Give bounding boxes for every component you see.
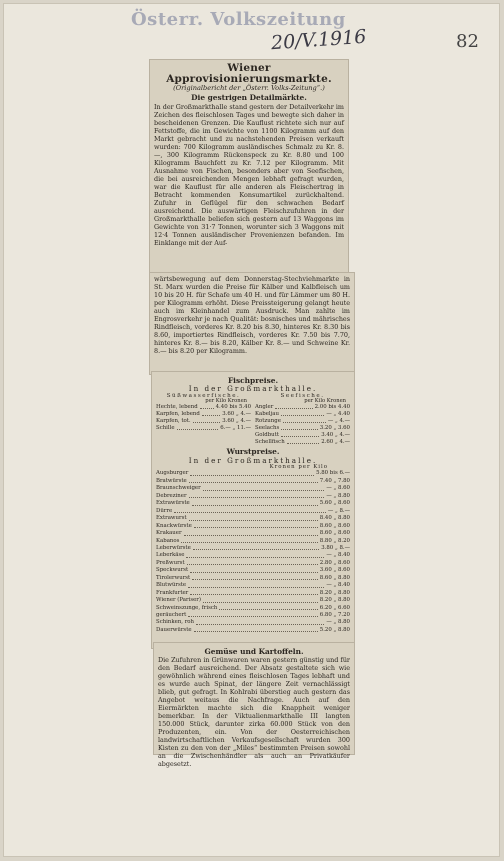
sausage-row	[156, 619, 350, 626]
freshwater-fish-row-price: 4.40 bis 5.40	[215, 404, 251, 411]
article-headline: Wiener Approvisionierungsmarkte.	[166, 62, 332, 85]
sausage-row-name: Extrawürste	[156, 500, 190, 507]
leader-dots	[192, 500, 318, 505]
sea-fish-row-price: 3.40 „ 4.—	[321, 432, 350, 439]
sea-fish-row-price: — „ 4.40	[326, 411, 350, 418]
sausage-row-name: geräuchert	[156, 612, 187, 619]
sausage-row-price: 8.40 „ 8.80	[319, 515, 350, 522]
archive-sheet	[3, 3, 500, 857]
sea-fish-row-name: Schellfisch	[255, 439, 285, 446]
sausage-row-price: 8.60 „ 8.80	[319, 574, 350, 581]
leader-dots	[275, 404, 312, 409]
sausage-row	[156, 478, 350, 485]
leader-dots	[281, 411, 324, 416]
freshwater-unit: per Kilo Kronen	[205, 398, 247, 405]
article-subhead: Die gestrigen Detailmärkte.	[191, 92, 307, 102]
leader-dots	[188, 612, 317, 617]
sausage-row-price: 8.60 „ 8.60	[319, 522, 350, 529]
sausage-row-price: 8.80 „ 8.20	[319, 537, 350, 544]
leader-dots	[202, 411, 220, 416]
freshwater-fish-row-price: 3.60 „ 4.—	[222, 411, 251, 418]
leader-dots	[189, 515, 318, 520]
sea-fish-row-name: Rotzunge	[255, 418, 281, 425]
sausage-row-name: Preßwurst	[156, 559, 185, 566]
leader-dots	[200, 404, 214, 409]
sausage-row	[156, 552, 350, 559]
sausage-row	[156, 515, 350, 522]
sausage-row	[156, 612, 350, 619]
seafish-unit: per Kilo Kronen	[304, 398, 346, 405]
article-paragraph-2: wärtsbewegung auf dem Donnerstag-Stechviehmarkte in St. Marx wurden die Preise für Kälber und Kalbfleisch um 10 bis 20 H. für Schafe um 40 H. und für Lämmer um 80 H. per Kilogramm erhöht. Diese Preissteigerung gelangt heute auch im Kleinhandel zum Ausdruck. Man zahlte im Engrosverkehr je nach Qualität: bosnisches und mährisches Rindfleisch, vorderes Kr. 8.20 bis 8.30, hinteres Kr. 8.30 bis 8.60, importiertes Rindfleisch, vorderes Kr. 7.50 bis 7.70, hinteres Kr. 8.— bis 8.20, Kälber Kr. 8.— und Schweine Kr. 8.— bis 8.20 per Kilogramm.	[154, 275, 350, 355]
sausage-row	[156, 605, 350, 612]
leader-dots	[190, 590, 318, 595]
sea-fish-row-name: Kabeljau	[255, 411, 279, 418]
leader-dots	[192, 575, 318, 580]
sausage-row	[156, 597, 350, 604]
vegetables-title: Gemüse und Kartoffeln.	[204, 647, 304, 656]
sea-fish-row	[255, 411, 350, 418]
sausage-row-price: — „ 8.—	[327, 507, 350, 514]
article-byline: (Originalbericht der „Österr. Volks-Zeitung“.)	[173, 84, 325, 92]
sausage-row-name: Kabanos	[156, 537, 180, 544]
fish-hall-title: In der Großmarkthalle.	[188, 384, 318, 394]
sausage-row-price: — „ 8.60	[326, 485, 350, 492]
freshwater-fish-row-name: Karpfen, tot.	[156, 418, 191, 425]
leader-dots	[193, 545, 319, 550]
sausage-price-table	[156, 470, 350, 634]
sausage-row-name: Augsburger	[156, 470, 189, 477]
sausage-row-price: 8.60 „ 8.60	[319, 530, 350, 537]
sausage-row-price: 2.80 „ 8.60	[319, 559, 350, 566]
sausage-prices-title: Wurstpreise.	[226, 447, 280, 457]
sausage-row	[156, 493, 350, 500]
sausage-row-name: Frankfurter	[156, 589, 189, 596]
leader-dots	[188, 582, 324, 587]
clipping-price-tables	[151, 371, 355, 649]
newspaper-stamp: Österr. Volkszeitung	[131, 9, 346, 30]
sausage-row	[156, 485, 350, 492]
fish-prices-title: Fischpreise.	[227, 376, 279, 385]
freshwater-fish-row	[156, 404, 251, 411]
leader-dots	[186, 552, 324, 557]
sausage-row-name: Wiener (Pariser)	[156, 597, 201, 604]
sea-fish-row-price: 2.00 bis 4.40	[314, 404, 350, 411]
leader-dots	[283, 418, 326, 423]
sausage-row-price: 8.20 „ 8.80	[319, 589, 350, 596]
sausage-row-price: 6.80 „ 7.20	[319, 612, 350, 619]
sausage-row	[156, 567, 350, 574]
freshwater-fish-column	[156, 394, 251, 447]
article-paragraph-1: In der Großmarkthalle stand gestern der Detailverkehr im Zeichen des fleischlosen Tages und bewegte sich daher in bescheidenen Grenzen. Die Kauflust richtete sich nur auf Fettstoffe, die im Gewichte von 1100 Kilogramm auf den Markt gebracht und zu nachstehenden Preisen verkauft wurden: 700 Kilogramm ausländisches Schmalz zu Kr. 8.—, 300 Kilogramm Rückenspeck zu Kr. 8.80 und 100 Kilogramm Bauchfett zu Kr. 7.12 per Kilogramm. Mit Ausnahme von Fischen, besonders aber von Seefischen, die bei ausreichenden Mengen lebhaft gefragt wurden, war die Kauflust für alle anderen als Fleischertrag in Betracht kommenden Konsumartikel zurückhaltend. Zufuhr in Geflügel für den schwachen Bedarf ausreichend. Die auswärtigen Fleischzufuhren in der Großmarkthalle beliefen sich gestern auf 13 Waggons im Gewichte von 31·7 Tonnen, worunter sich 3 Waggons mit 12·4 Tonnen ausländischer Provenienzen befanden. Im Einklange mit der Auf-	[154, 103, 344, 247]
sea-fish-row-name: Angler	[255, 404, 274, 411]
leader-dots	[189, 493, 325, 498]
sausage-row-price: 7.40 „ 7.80	[319, 477, 350, 484]
sea-fish-row-price: — „ 4.—	[327, 418, 350, 425]
freshwater-fish-row-price: 3.60 „ 4.—	[222, 418, 251, 425]
sausage-row-name: Leberkäse	[156, 552, 185, 559]
leader-dots	[203, 597, 318, 602]
leader-dots	[184, 530, 318, 535]
leader-dots	[194, 523, 318, 528]
sausage-row	[156, 500, 350, 507]
leader-dots	[193, 418, 221, 423]
sausage-row-price: — „ 8.80	[326, 492, 350, 499]
sausage-row	[156, 545, 350, 552]
vegetables-paragraph: Die Zufuhren in Grünwaren waren gestern günstig und für den Bedarf ausreichend. Der Absatz gestaltete sich wie gewöhnlich während eines fleischlosen Tages lebhaft und es wurde auch Spinat, der längere Zeit vernachlässigt blieb, gut gefragt. In Kohlrabi überstieg auch gestern das Angebot weitaus die Nachfrage. Auch auf den Eiermärkten machte sich die Knappheit weniger bemerkbar. In der Viktualienmarkthalle III langten 150.000 Stück, darunter zirka 60.000 Stück von den Produzenten, ein. Von der Oesterreichischen landwirtschaftlichen Verkaufsgesellschaft wurden 300 Kisten zu den von der „Miles“ bestimmten Preisen sowohl an die Zwischenhändler als auch an Privatkäufer abgesetzt.	[158, 656, 350, 769]
sausage-row	[156, 470, 350, 477]
sea-fish-row	[255, 404, 350, 411]
sausage-row-name: Bratwürste	[156, 477, 187, 484]
sausage-row-price: — „ 8.40	[326, 552, 350, 559]
sausage-row-price: — „ 8.40	[326, 582, 350, 589]
sausage-row-price: 5.80 bis 6.—	[316, 470, 350, 477]
sausage-row	[156, 530, 350, 537]
sausage-row-name: Dürre	[156, 507, 173, 514]
freshwater-fish-row-name: Schille	[156, 425, 175, 432]
leader-dots	[194, 627, 318, 632]
sea-fish-row	[255, 439, 350, 446]
fish-price-table	[156, 394, 350, 447]
leader-dots	[219, 605, 317, 610]
leader-dots	[281, 425, 317, 430]
sausage-row-name: Knackwürste	[156, 522, 192, 529]
sausage-row-name: Schinken, roh	[156, 619, 195, 626]
freshwater-heading: Süßwasserfische.	[166, 392, 241, 399]
sausage-unit-per-kilo: per Kilo	[298, 464, 328, 471]
leader-dots	[177, 425, 219, 430]
leader-dots	[287, 439, 320, 444]
sausage-row	[156, 575, 350, 582]
freshwater-fish-row	[156, 425, 251, 432]
sausage-row	[156, 590, 350, 597]
sausage-row	[156, 523, 350, 530]
sausage-row-name: Krakauer	[156, 530, 182, 537]
sausage-row-name: Extrawurst	[156, 515, 187, 522]
sausage-row	[156, 582, 350, 589]
sausage-row	[156, 560, 350, 567]
freshwater-fish-row-name: Hechte, lebend	[156, 404, 198, 411]
sausage-row-price: — „ 8.80	[326, 619, 350, 626]
sea-fish-row	[255, 425, 350, 432]
sausage-row-name: Speckwurst	[156, 567, 189, 574]
sausage-row	[156, 627, 350, 634]
page-number: 82	[456, 31, 479, 52]
sea-fish-row-name: Seelachs	[255, 425, 280, 432]
sausage-row-name: Tirolerwurst	[156, 574, 191, 581]
leader-dots	[174, 508, 326, 513]
sausage-row-price: 5.20 „ 8.80	[319, 626, 350, 633]
sausage-row-price: 5.60 „ 8.60	[319, 500, 350, 507]
sausage-row-name: Blutwürste	[156, 582, 187, 589]
freshwater-fish-row	[156, 418, 251, 425]
sausage-row	[156, 538, 350, 545]
freshwater-fish-row	[156, 411, 251, 418]
leader-dots	[281, 432, 319, 437]
clipping-article-continuation	[149, 272, 355, 375]
sausage-row-name: Leberwürste	[156, 544, 191, 551]
sea-fish-row-price: 2.60 „ 4.—	[321, 439, 350, 446]
leader-dots	[181, 538, 317, 543]
leader-dots	[189, 478, 318, 483]
sausage-row-price: 3.80 „ 8.—	[321, 544, 350, 551]
sea-fish-column	[255, 394, 350, 447]
leader-dots	[190, 567, 318, 572]
sausage-row-name: Braunschweiger	[156, 485, 201, 492]
sea-fish-row-name: Goldbutt	[255, 432, 279, 439]
seafish-heading: Seefische.	[280, 392, 325, 399]
sea-fish-row-price: 3.20 „ 3.60	[319, 425, 350, 432]
leader-dots	[196, 619, 324, 624]
sausage-hall-title: In der Großmarkthalle.	[188, 455, 318, 465]
leader-dots	[187, 560, 318, 565]
sausage-row	[156, 508, 350, 515]
sausage-row-name: Schweinszunge, frisch	[156, 604, 218, 611]
clipping-vegetables	[153, 642, 355, 769]
sausage-row-name: Dauerwürste	[156, 626, 192, 633]
freshwater-fish-row-price: 6.— „ 11.—	[220, 425, 251, 432]
sausage-row-price: 3.60 „ 8.60	[319, 567, 350, 574]
sausage-row-price: 6.20 „ 6.60	[319, 604, 350, 611]
sea-fish-row	[255, 432, 350, 439]
handwritten-date: 20/V.1916	[270, 25, 368, 55]
leader-dots	[203, 485, 325, 490]
sausage-row-price: 8.20 „ 8.80	[319, 597, 350, 604]
freshwater-fish-row-name: Karpfen, lebend	[156, 411, 200, 418]
sausage-row-name: Debreziner	[156, 492, 187, 499]
sausage-unit-kronen: Kronen	[269, 464, 296, 471]
clipping-article-top	[149, 59, 349, 279]
sea-fish-row	[255, 418, 350, 425]
leader-dots	[190, 470, 314, 475]
